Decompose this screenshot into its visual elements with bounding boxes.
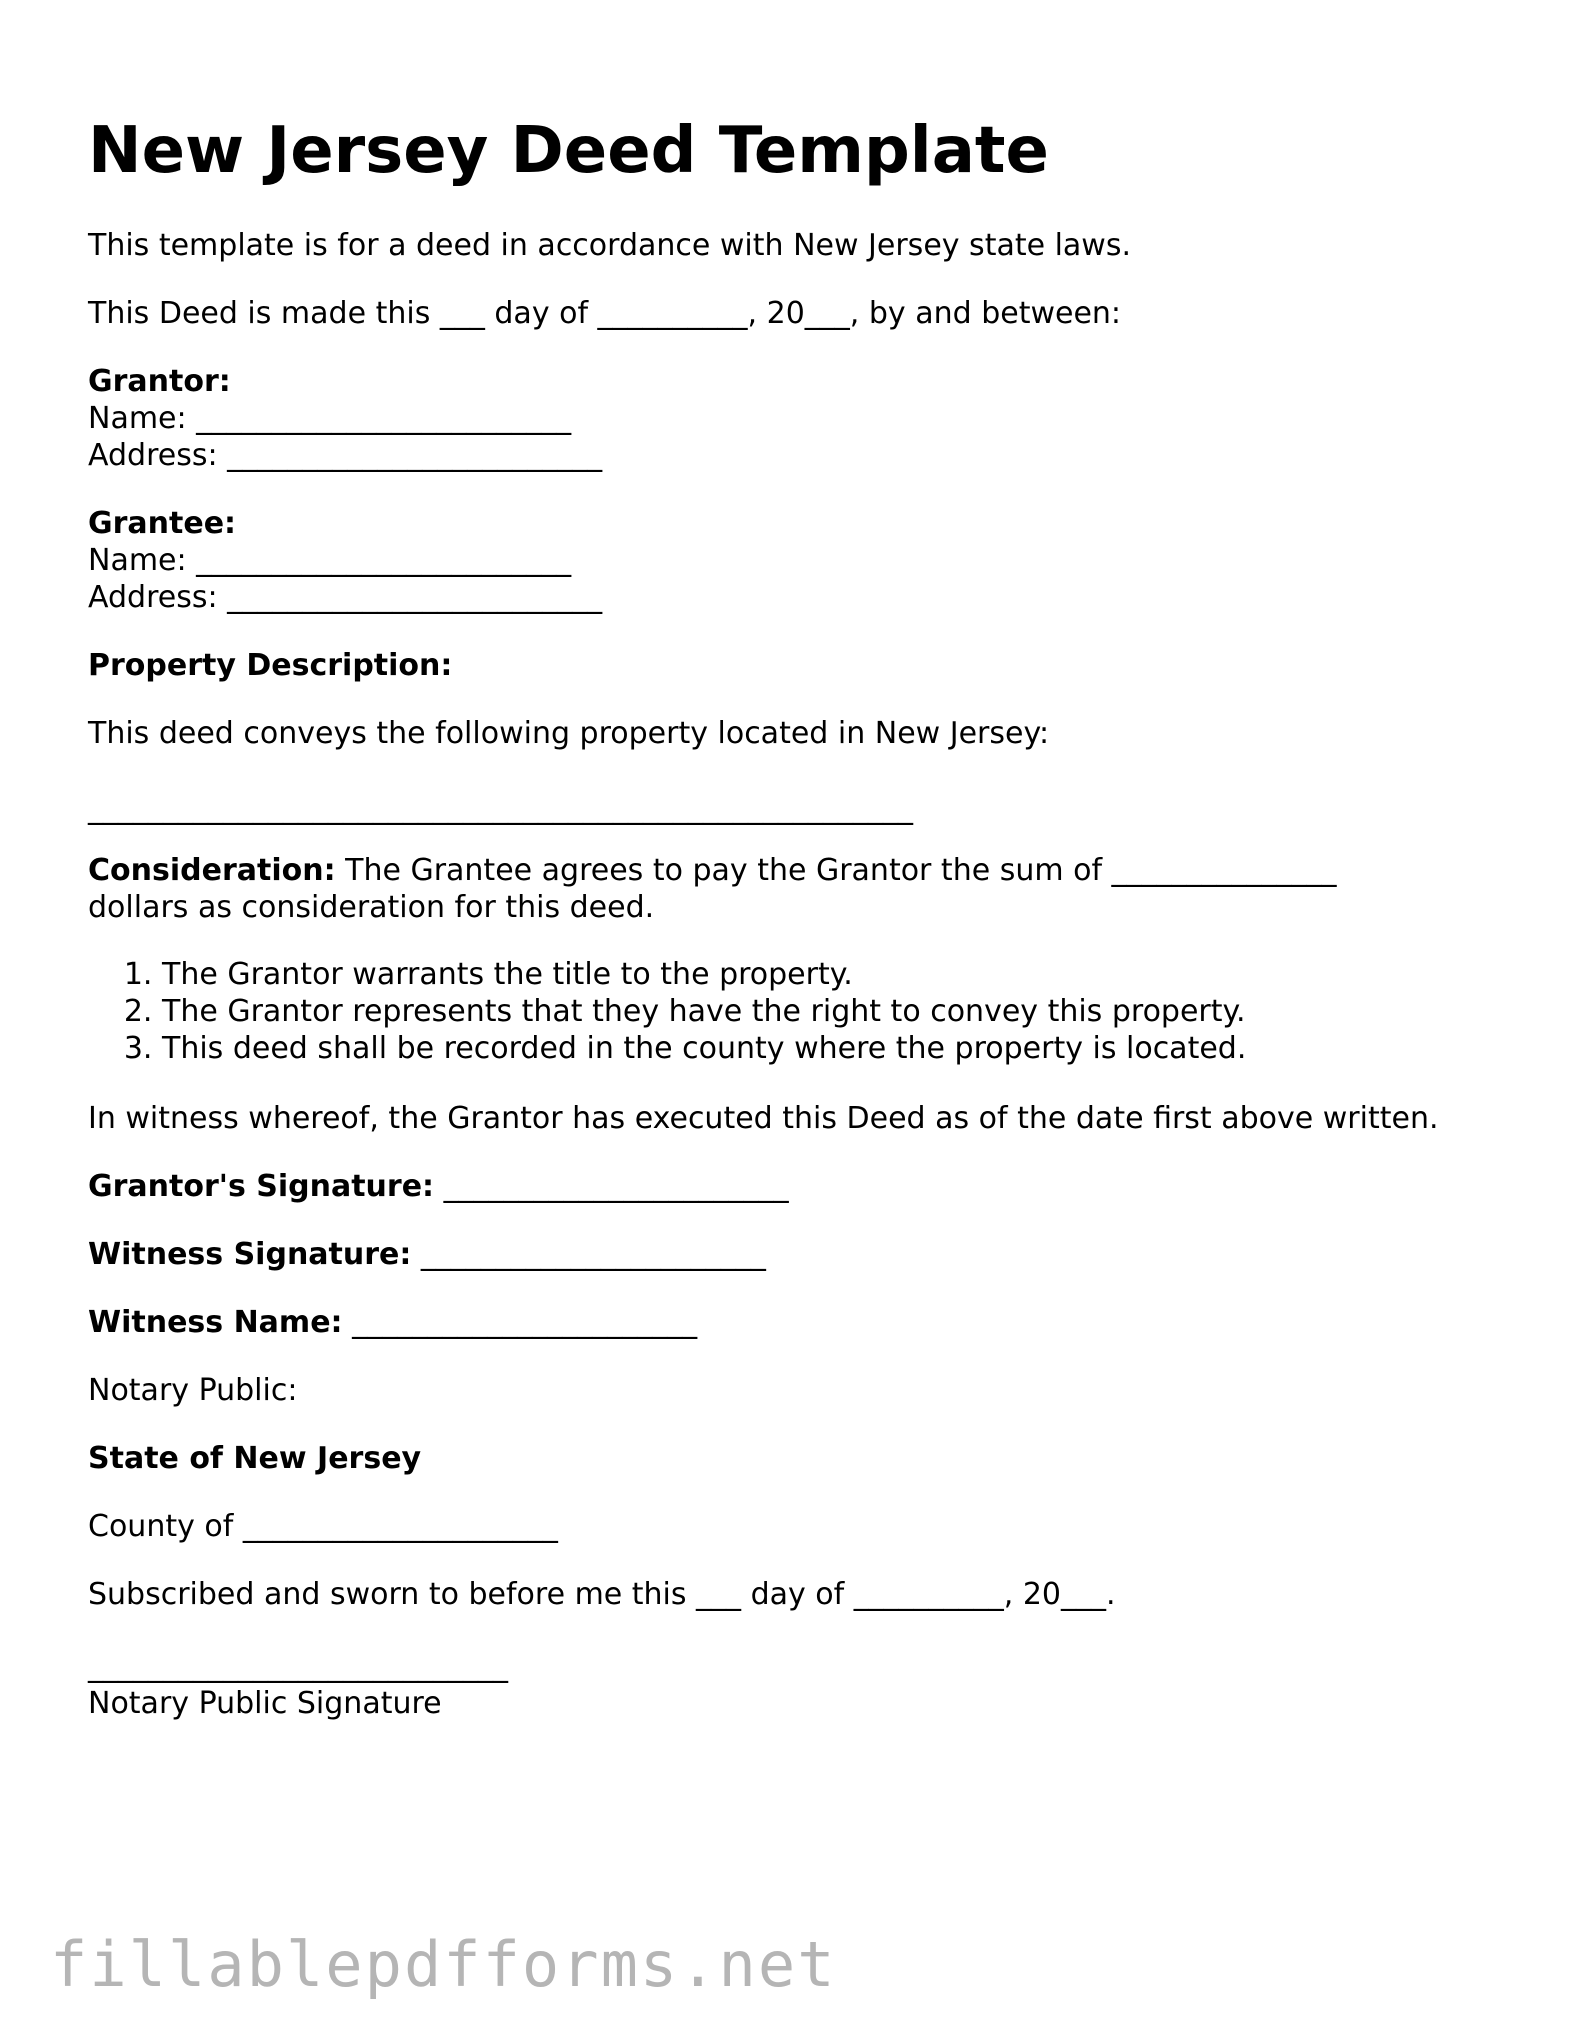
- witness-name-blank: _______________________: [342, 1305, 698, 1340]
- grantee-name-field: Name: _________________________: [88, 543, 572, 578]
- grantor-signature-blank: _______________________: [434, 1169, 789, 1204]
- watermark: fillablepdfforms.net: [50, 1928, 837, 2001]
- page-title: New Jersey Deed Template: [88, 114, 1049, 188]
- witness-signature-blank: _______________________: [411, 1237, 766, 1272]
- witness-signature-line: [88, 1236, 766, 1273]
- list-item: 3. This deed shall be recorded in the county where the property is located.: [162, 1030, 1246, 1067]
- notary-label: Notary Public:: [88, 1373, 298, 1408]
- property-text: This deed conveys the following property located in New Jersey:: [88, 716, 1050, 751]
- witness-name-label: Witness Name:: [88, 1305, 343, 1340]
- property-heading: Property Description:: [88, 648, 453, 683]
- grantor-signature-label: Grantor's Signature:: [88, 1169, 435, 1204]
- notary-county-field: County of _____________________: [88, 1509, 558, 1544]
- notary-sworn-line: Subscribed and sworn to before me this ___ day of __________, 20___.: [88, 1577, 1116, 1612]
- intro-text: This template is for a deed in accordance with New Jersey state laws.: [88, 228, 1132, 263]
- witness-statement: In witness whereof, the Grantor has executed this Deed as of the date first above written.: [88, 1101, 1439, 1136]
- grantor-name-field: Name: _________________________: [88, 401, 572, 436]
- grantee-heading: Grantee:: [88, 506, 237, 541]
- deed-date-line: This Deed is made this ___ day of __________, 20___, by and between:: [88, 296, 1122, 331]
- grantor-signature-line: [88, 1168, 789, 1205]
- notary-state: State of New Jersey: [88, 1441, 422, 1476]
- clause-list: [88, 956, 1246, 1067]
- property-blank: _______________________________________________________: [88, 791, 913, 826]
- grantor-heading: Grantor:: [88, 364, 231, 399]
- notary-signature-blank: ____________________________: [88, 1649, 508, 1684]
- grantee-address-field: Address: _________________________: [88, 580, 603, 615]
- consideration-label: Consideration:: [88, 853, 336, 888]
- list-item: 1. The Grantor warrants the title to the property.: [162, 956, 1246, 993]
- witness-signature-label: Witness Signature:: [88, 1237, 412, 1272]
- witness-name-line: [88, 1304, 697, 1341]
- grantor-address-field: Address: _________________________: [88, 438, 603, 473]
- consideration-text: The Grantee agrees to pay the Grantor the sum of _______________: [335, 853, 1337, 888]
- consideration-text-cont: dollars as consideration for this deed.: [88, 890, 655, 925]
- list-item: 2. The Grantor represents that they have the right to convey this property.: [162, 993, 1246, 1030]
- consideration-line: [88, 852, 1337, 889]
- notary-signature-label: Notary Public Signature: [88, 1686, 442, 1721]
